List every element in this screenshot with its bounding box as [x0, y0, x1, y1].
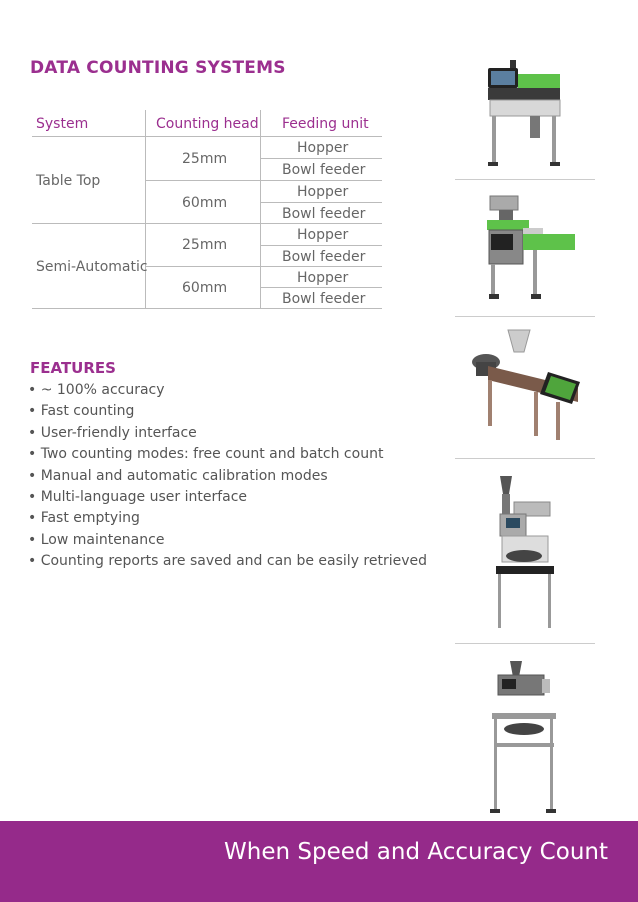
image-divider — [455, 179, 595, 180]
column-divider — [145, 110, 146, 309]
feeding-unit: Hopper — [297, 140, 349, 156]
header-system: System — [36, 116, 89, 132]
feeding-unit: Hopper — [297, 227, 349, 243]
footer-banner — [0, 821, 638, 902]
row-divider — [145, 266, 382, 267]
machine-image-1 — [480, 58, 570, 170]
machine-image-5 — [488, 657, 560, 817]
row-divider — [260, 245, 382, 246]
machine-image-2 — [485, 192, 580, 304]
system-name: Table Top — [36, 173, 101, 189]
row-divider — [32, 223, 382, 224]
system-name: Semi-Automatic — [36, 259, 148, 275]
footer-tagline: When Speed and Accuracy Count — [224, 839, 608, 865]
feature-item: • User-friendly interface — [28, 424, 197, 441]
feature-item: • Two counting modes: free count and batch count — [28, 446, 384, 463]
image-divider — [455, 316, 595, 317]
image-divider — [455, 643, 595, 644]
feature-item: • Fast emptying — [28, 510, 140, 527]
feature-item: • Fast counting — [28, 403, 135, 420]
counting-head-size: 60mm — [182, 280, 228, 296]
feature-item: • Manual and automatic calibration modes — [28, 467, 328, 484]
row-divider — [260, 287, 382, 288]
counting-head-size: 25mm — [182, 237, 228, 253]
image-divider — [455, 458, 595, 459]
features-list — [28, 380, 427, 573]
row-divider — [260, 158, 382, 159]
machine-image-4 — [494, 472, 556, 632]
row-divider — [32, 308, 382, 309]
counting-head-size: 60mm — [182, 195, 228, 211]
feeding-unit: Bowl feeder — [282, 162, 366, 178]
feeding-unit: Bowl feeder — [282, 291, 366, 307]
feature-item: • ~ 100% accuracy — [28, 382, 165, 398]
feeding-unit: Hopper — [297, 270, 349, 286]
feature-item: • Multi-language user interface — [28, 488, 248, 505]
header-feeding-unit: Feeding unit — [282, 116, 369, 132]
feeding-unit: Bowl feeder — [282, 249, 366, 265]
machine-image-3 — [468, 326, 586, 446]
feeding-unit: Bowl feeder — [282, 206, 366, 222]
column-divider — [260, 110, 261, 309]
page-title: DATA COUNTING SYSTEMS — [30, 58, 286, 78]
header-counting-head: Counting head — [156, 116, 259, 132]
feeding-unit: Hopper — [297, 184, 349, 200]
features-title: FEATURES — [30, 359, 116, 377]
table-header-row — [32, 110, 382, 137]
feature-item: • Low maintenance — [28, 531, 165, 548]
row-divider — [145, 180, 382, 181]
row-divider — [260, 202, 382, 203]
counting-head-size: 25mm — [182, 151, 228, 167]
feature-item: • Counting reports are saved and can be easily retrieved — [28, 553, 428, 570]
